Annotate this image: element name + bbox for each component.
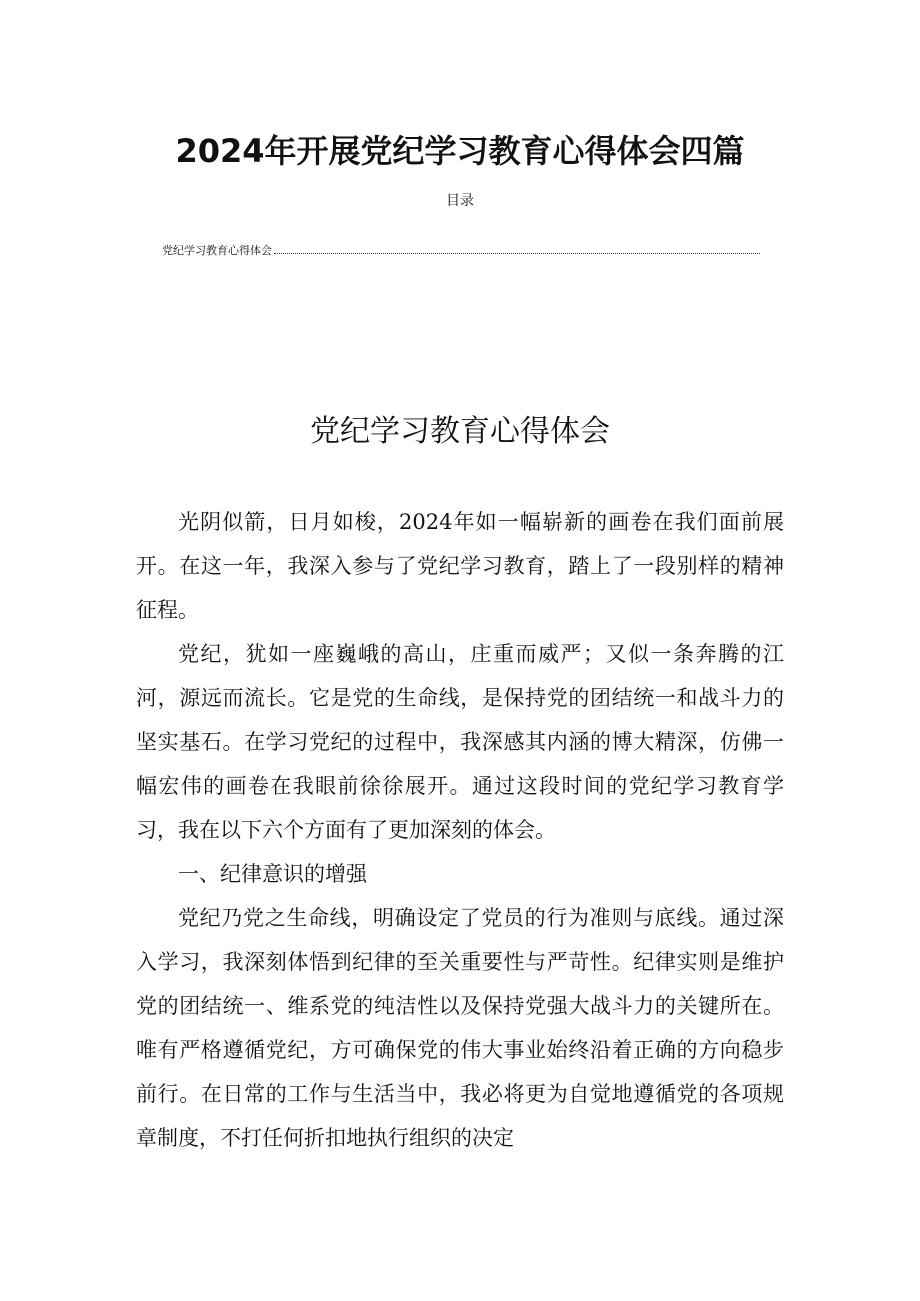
paragraph: 党纪乃党之生命线，明确设定了党员的行为准则与底线。通过深入学习，我深刻体悟到纪律的至关重要性与严苛性。纪律实则是维护党的团结统一、维系党的纯洁性以及保持党强大战斗力的关键所在。唯有严格遵循党纪，方可确保党的伟大事业始终沿着正确的方向稳步前行。在日常的工作与生活当中，我必将更为自觉地遵循党的各项规章制度，不打任何折扣地执行组织的决定 [136,906,784,1150]
toc-heading: 目录 [446,193,474,209]
toc-entry[interactable] [162,242,760,258]
toc-dot-leader [274,245,760,254]
toc-entry-label[interactable]: 党纪学习教育心得体会 [162,244,272,257]
paragraph: 党纪，犹如一座巍峨的高山，庄重而威严；又似一条奔腾的江河，源远而流长。它是党的生命线，是保持党的团结统一和战斗力的坚实基石。在学习党纪的过程中，我深感其内涵的博大精深，仿佛一幅宏伟的画卷在我眼前徐徐展开。通过这段时间的党纪学习教育学习，我在以下六个方面有了更加深刻的体会。 [136,642,784,842]
subheading: 一、纪律意识的增强 [178,862,367,886]
paragraph: 光阴似箭，日月如梭，2024年如一幅崭新的画卷在我们面前展开。在这一年，我深入参与了党纪学习教育，踏上了一段别样的精神征程。 [136,510,784,622]
section-body [136,500,784,1160]
section-title: 党纪学习教育心得体会 [310,414,610,449]
document-title: 2024年开展党纪学习教育心得体会四篇 [175,132,745,170]
